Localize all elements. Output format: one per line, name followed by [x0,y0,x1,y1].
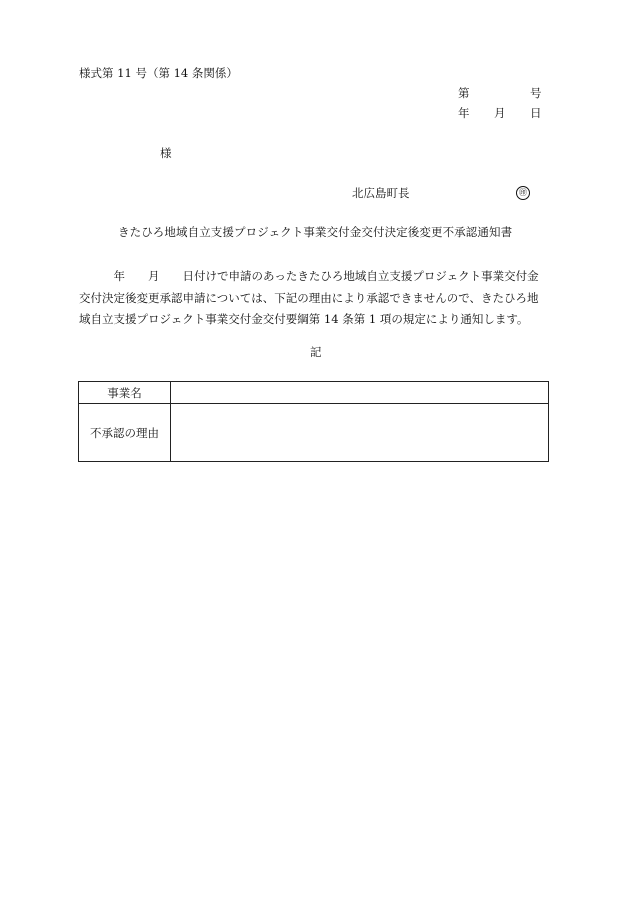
body-line-1: 年 月 日付けで申請のあったきたひろ地域自立支援プロジェクト事業交付金 [79,269,539,283]
body-line-2: 交付決定後変更承認申請については、下記の理由により承認できませんので、きたひろ地 [79,290,539,305]
notice-body [79,266,559,331]
date-month-label: 月 [494,106,506,120]
addressee-honorific: 様 [160,146,172,160]
section-heading-ki: 記 [310,345,322,359]
date-day-label: 日 [530,106,542,120]
project-name-field[interactable] [171,382,549,404]
project-name-label: 事業名 [79,382,171,404]
table-row [79,382,549,404]
seal-mark-icon: ㊞ [516,186,530,200]
details-table [78,381,549,462]
body-line-3: 域自立支援プロジェクト事業交付金交付要綱第 14 条第 1 項の規定により通知します。 [79,312,529,326]
reason-field[interactable] [171,404,549,462]
number-suffix: 号 [530,86,542,100]
document-title: きたひろ地域自立支援プロジェクト事業交付金交付決定後変更不承認通知書 [118,225,513,239]
table-row [79,404,549,462]
reason-label: 不承認の理由 [79,404,171,462]
number-prefix: 第 [458,86,470,100]
sender-mayor: 北広島町長 [352,186,410,200]
form-number: 様式第 11 号（第 14 条関係） [79,66,238,80]
date-year-label: 年 [458,106,470,120]
